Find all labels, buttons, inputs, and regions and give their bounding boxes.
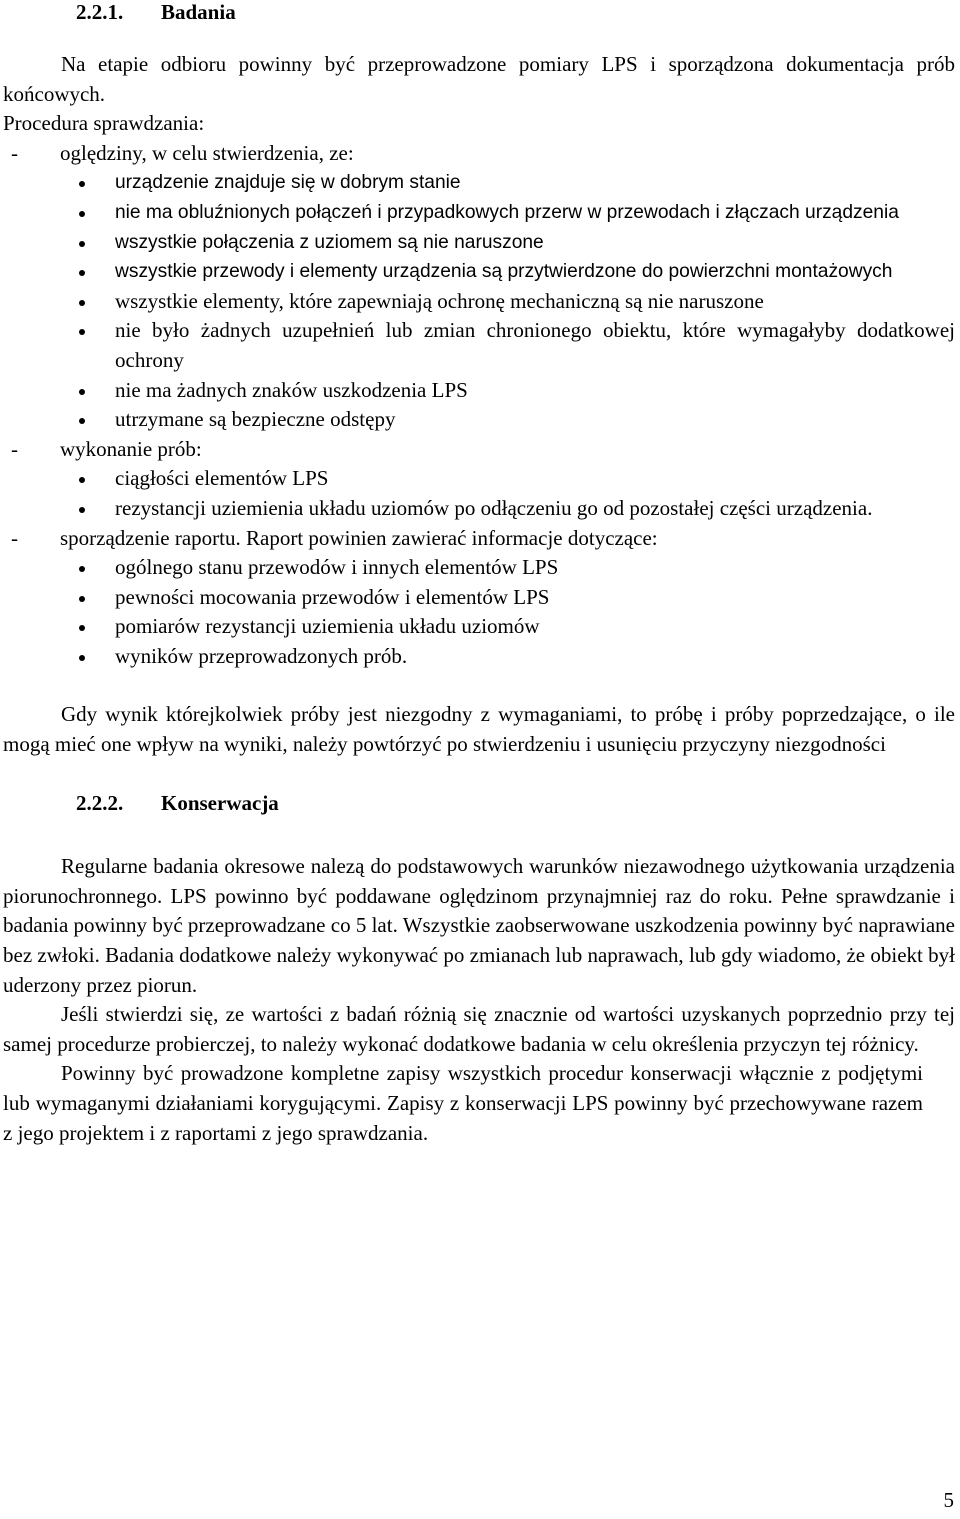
- document-page: [3, 0, 955, 1148]
- bullet-icon: [79, 181, 85, 187]
- list-item: pewności mocowania przewodów i elementów LPS: [3, 583, 955, 613]
- bullet-icon: [79, 625, 85, 631]
- list-item: urządzenie znajduje się w dobrym stanie: [3, 168, 955, 198]
- list-item: wszystkie przewody i elementy urządzenia są przytwierdzone do powierzchni montażowych: [3, 257, 955, 287]
- bullet-icon: [79, 477, 85, 483]
- bullet-icon: [79, 300, 85, 306]
- procedure-label: Procedura sprawdzania:: [3, 111, 205, 136]
- closing-paragraph: Gdy wynik którejkolwiek próby jest niezgodny z wymaganiami, to próbę i próby poprzedzające, o ile mogą mieć one wpływ na wyniki, należy powtórzyć po stwierdzeniu i usunięciu przyczyny niezgodności: [3, 702, 955, 757]
- bullet-icon: [79, 211, 85, 217]
- list-item: nie było żadnych uzupełnień lub zmian chronionego obiektu, które wymagałyby dodatkowej ochrony: [3, 316, 955, 375]
- list-item: utrzymane są bezpieczne odstępy: [3, 405, 955, 435]
- list-item: nie ma obluźnionych połączeń i przypadkowych przerw w przewodach i złączach urządzenia: [3, 198, 955, 228]
- tests-list: [3, 464, 955, 523]
- dash-marker: -: [11, 140, 18, 165]
- list-item: ciągłości elementów LPS: [3, 464, 955, 494]
- section-number: 2.2.1.: [76, 0, 124, 24]
- maintenance-paragraph: Regularne badania okresowe nalezą do podstawowych warunków niezawodnego użytkowania urządzenia piorunochronnego. LPS powinno być poddawane oględzinom przynajmniej raz do roku. Pełne sprawdzanie i badania powinny być przeprowadzane co 5 lat. Wszystkie zaobserwowane uszkodzenia powinny być naprawiane bez zwłoki. Badania dodatkowe należy wykonywać po zmianach lub naprawach, lub gdy wiadomo, że obiekt był uderzony przez piorun.: [3, 854, 955, 997]
- maintenance-paragraph: Jeśli stwierdzi się, ze wartości z badań różnią się znacznie od wartości uzyskanych poprzednio przy tej samej procedurze probierczej, to należy wykonać dodatkowe badania w celu określenia przyczyn tej różnicy.: [3, 1002, 955, 1056]
- list-item: wszystkie połączenia z uziomem są nie naruszone: [3, 228, 955, 258]
- procedure-step-tests: [3, 435, 955, 465]
- list-item: nie ma żadnych znaków uszkodzenia LPS: [3, 376, 955, 406]
- procedure-step-report: [3, 524, 955, 554]
- page-number: 5: [943, 1488, 954, 1512]
- bullet-icon: [79, 329, 85, 335]
- section-heading-badania: [3, 0, 955, 24]
- bullet-icon: [79, 655, 85, 661]
- report-list: [3, 553, 955, 671]
- section-title: Konserwacja: [161, 790, 279, 815]
- list-item: wyników przeprowadzonych prób.: [3, 642, 955, 672]
- list-item: pomiarów rezystancji uziemienia układu uziomów: [3, 612, 955, 642]
- procedure-step-inspection: [3, 139, 955, 169]
- list-item: rezystancji uziemienia układu uziomów po odłączeniu go od pozostałej części urządzenia.: [3, 494, 955, 524]
- list-item: ogólnego stanu przewodów i innych elementów LPS: [3, 553, 955, 583]
- bullet-icon: [79, 507, 85, 513]
- step-label: wykonanie prób:: [60, 436, 202, 461]
- bullet-icon: [79, 418, 85, 424]
- step-label: sporządzenie raportu. Raport powinien zawierać informacje dotyczące:: [60, 525, 658, 550]
- section-heading-konserwacja: [3, 789, 955, 819]
- section-title: Badania: [161, 0, 236, 24]
- maintenance-paragraph: Powinny być prowadzone kompletne zapisy wszystkich procedur konserwacji włącznie z podjętymi lub wymaganymi działaniami korygującymi. Zapisy z konserwacji LPS powinny być przechowywane razem z jego projektem i z raportami z jego sprawdzania.: [3, 1061, 923, 1145]
- bullet-icon: [79, 270, 85, 276]
- section-number: 2.2.2.: [76, 790, 124, 815]
- inspection-list: [3, 168, 955, 286]
- bullet-icon: [79, 596, 85, 602]
- bullet-icon: [79, 566, 85, 572]
- step-label: oględziny, w celu stwierdzenia, ze:: [60, 140, 354, 165]
- dash-marker: -: [11, 525, 18, 550]
- bullet-icon: [79, 389, 85, 395]
- bullet-icon: [79, 241, 85, 247]
- inspection-list-continued: [3, 287, 955, 435]
- intro-paragraph: Na etapie odbioru powinny być przeprowadzone pomiary LPS i sporządzona dokumentacja prób końcowych.: [3, 52, 955, 106]
- dash-marker: -: [11, 436, 18, 461]
- list-item: wszystkie elementy, które zapewniają ochronę mechaniczną są nie naruszone: [3, 287, 955, 317]
